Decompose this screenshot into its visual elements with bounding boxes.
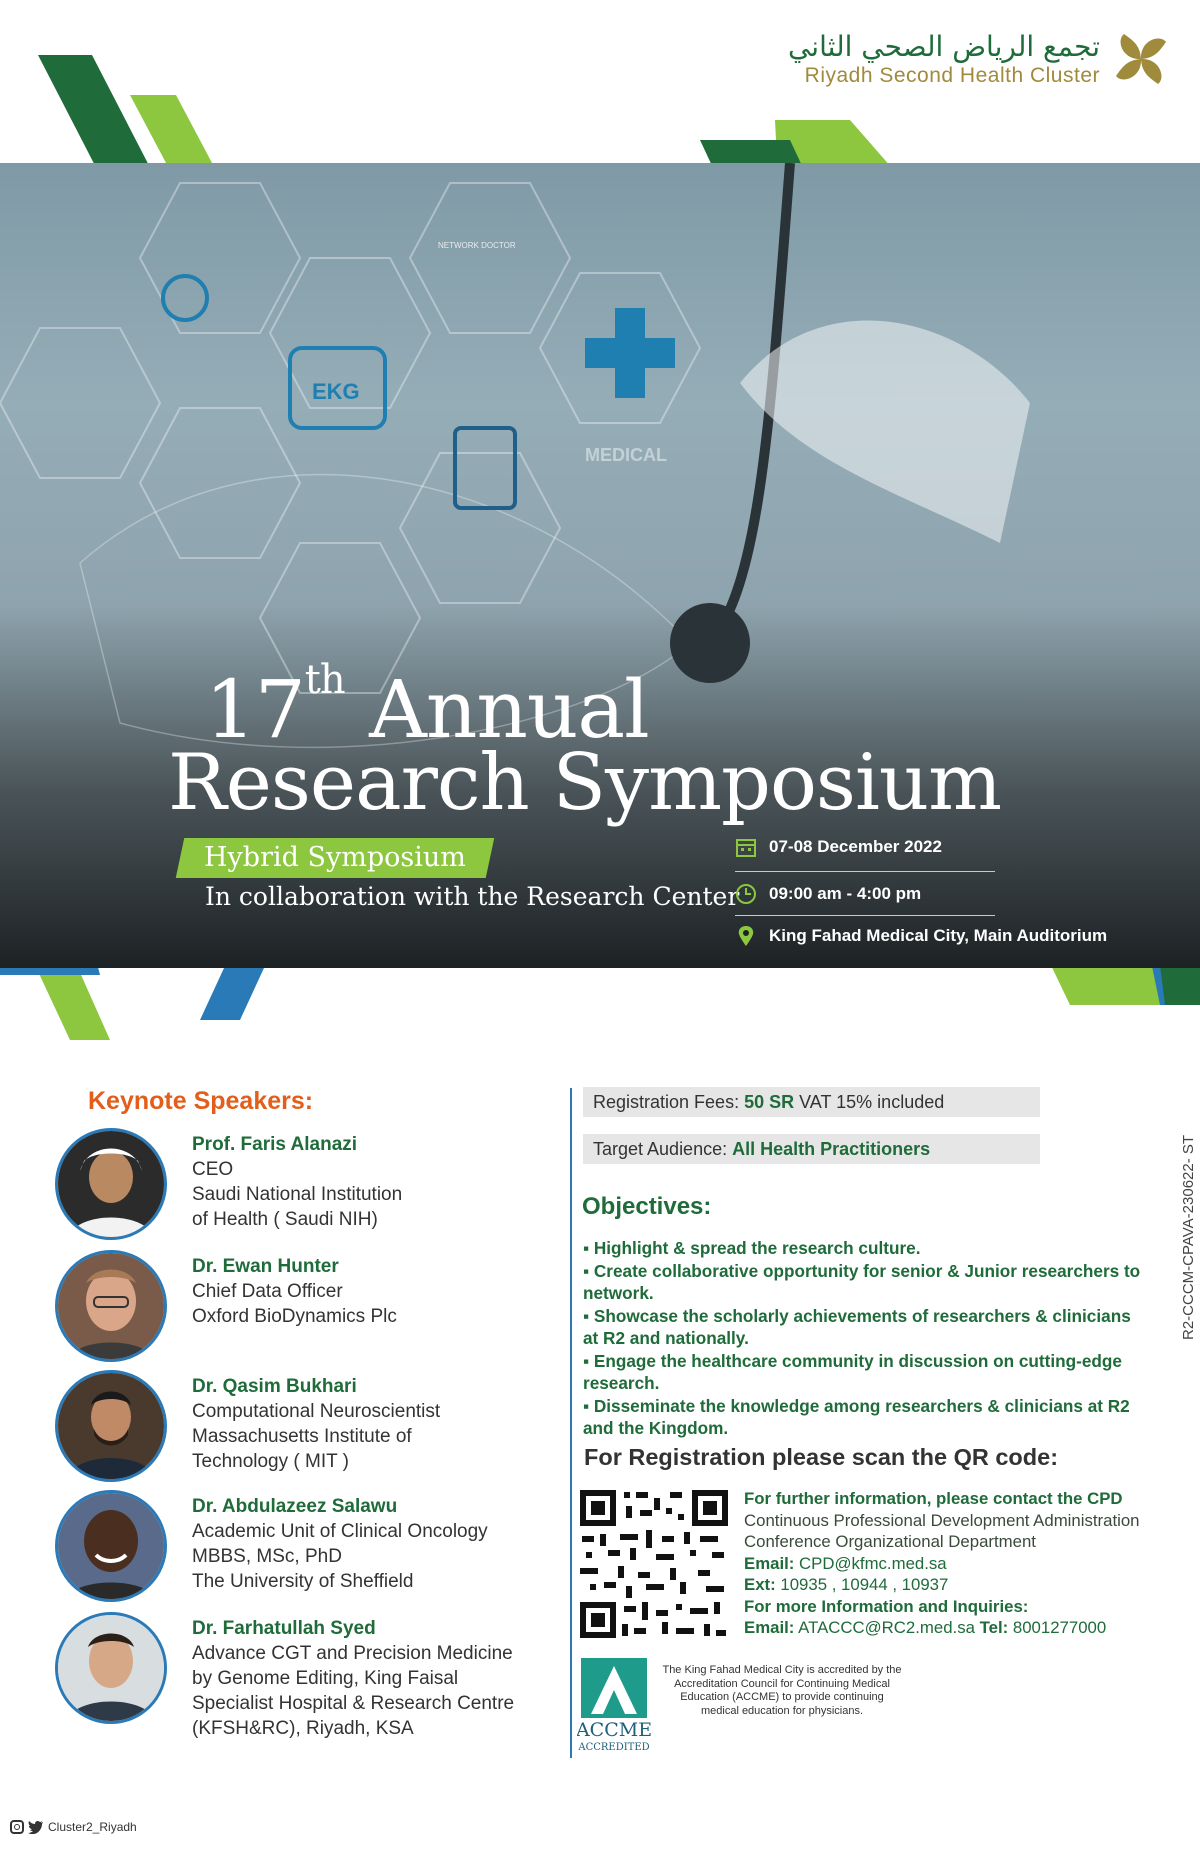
speaker-affiliation: MBBS, MSc, PhD (192, 1546, 342, 1567)
speaker-affiliation: by Genome Editing, King Faisal (192, 1668, 459, 1689)
objective-item: ▪ Disseminate the knowledge among researchers & clinicians at R2 and the Kingdom. (583, 1395, 1130, 1438)
speaker-name: Prof. Faris Alanazi (192, 1134, 358, 1155)
fees-vat: VAT 15% included (799, 1092, 945, 1112)
title-annual: Annual (369, 663, 649, 756)
contact-email-link[interactable]: CPD@kfmc.med.sa (799, 1553, 947, 1573)
date-text: 07-08 December 2022 (769, 837, 942, 856)
info-divider (735, 915, 995, 916)
svg-text:EKG: EKG (312, 379, 360, 404)
speaker-affiliation: Saudi National Institution (192, 1184, 403, 1205)
cluster-logo (788, 30, 1170, 88)
speaker-affiliation: Oxford BioDynamics Plc (192, 1306, 397, 1327)
accme-accredited: ACCREDITED (578, 1742, 650, 1753)
speaker-name: Dr. Qasim Bukhari (192, 1376, 357, 1397)
speaker-title: Chief Data Officer (192, 1281, 343, 1302)
logo-english-name: Riyadh Second Health Cluster (804, 63, 1100, 87)
twitter-icon[interactable] (28, 1820, 44, 1834)
location-text: King Fahad Medical City, Main Auditorium (769, 926, 1108, 945)
event-location (735, 925, 1107, 947)
clock-icon (735, 883, 757, 905)
contact-department: Conference Organizational Department (744, 1532, 1036, 1551)
speaker-affiliation: of Health ( Saudi NIH) (192, 1209, 378, 1230)
column-divider (570, 1088, 572, 1758)
target-audience (583, 1134, 1040, 1164)
event-date (735, 836, 942, 858)
location-pin-icon (735, 925, 757, 947)
speaker-affiliation: Massachusetts Institute of (192, 1426, 412, 1447)
email-label: Email: (744, 1618, 795, 1637)
registration-qr-code[interactable] (580, 1490, 728, 1638)
speaker-title: CEO (192, 1159, 234, 1180)
social-handle[interactable]: Cluster2_Riyadh (48, 1820, 137, 1834)
hybrid-badge (176, 838, 495, 878)
hybrid-label: Hybrid Symposium (204, 842, 466, 873)
speaker-card (55, 1128, 555, 1240)
audience-label: Target Audience: (593, 1139, 728, 1159)
title-number: 17 (205, 663, 305, 756)
avatar (55, 1128, 167, 1240)
collaboration-text: In collaboration with the Research Center (205, 882, 740, 911)
speaker-name: Dr. Ewan Hunter (192, 1256, 339, 1277)
info-divider (735, 871, 995, 872)
logo-flower-icon (1112, 30, 1170, 88)
avatar (55, 1490, 167, 1602)
accme-statement: The King Fahad Medical City is accredited by the Accreditation Council for Continuing Medical Education (ACCME) to provide continuing medical education for physicians. (662, 1664, 902, 1717)
inquiries-heading: For more Information and Inquiries: (744, 1596, 1029, 1616)
speaker-affiliation: Specialist Hospital & Research Centre (192, 1693, 515, 1714)
avatar (55, 1612, 167, 1724)
objectives-list (583, 1237, 1143, 1440)
svg-text:MEDICAL: MEDICAL (585, 445, 667, 465)
speaker-card (55, 1490, 555, 1602)
event-title-line-2: Research Symposium (168, 738, 1002, 828)
event-time (735, 883, 921, 905)
registration-fees (583, 1087, 1040, 1117)
social-footer (10, 1820, 137, 1834)
tel-label: Tel: (979, 1618, 1009, 1637)
speaker-affiliation: Technology ( MIT ) (192, 1451, 349, 1472)
inquiries-email-link[interactable]: ATACCC@RC2.med.sa (798, 1618, 975, 1637)
accme-wordmark: ACCME (577, 1719, 651, 1741)
document-code: R2-CCCM-CPAVA-230622- ST (1180, 1134, 1197, 1340)
logo-arabic-name: تجمع الرياض الصحي الثاني (787, 30, 1100, 64)
svg-text:NETWORK DOCTOR: NETWORK DOCTOR (438, 241, 516, 250)
objective-item: ▪ Showcase the scholarly achievements of researchers & clinicians at R2 and nationally. (583, 1305, 1131, 1348)
fees-label: Registration Fees: (593, 1092, 740, 1112)
speaker-title: Computational Neuroscientist (192, 1401, 441, 1422)
instagram-icon[interactable] (10, 1820, 24, 1834)
contact-administration: Continuous Professional Development Administration (744, 1510, 1140, 1530)
contact-heading: For further information, please contact the CPD (744, 1489, 1123, 1508)
speaker-name: Dr. Farhatullah Syed (192, 1618, 376, 1639)
speaker-title: Advance CGT and Precision Medicine (192, 1643, 513, 1664)
speaker-card (55, 1612, 555, 1739)
objectives-heading: Objectives: (582, 1193, 712, 1220)
contact-extensions: 10935 , 10944 , 10937 (780, 1575, 949, 1594)
audience-value: All Health Practitioners (732, 1139, 931, 1159)
registration-heading: For Registration please scan the QR code: (584, 1444, 1059, 1470)
speaker-name: Dr. Abdulazeez Salawu (192, 1496, 398, 1517)
accme-logo (577, 1658, 651, 1754)
speaker-affiliation: (KFSH&RC), Riyadh, KSA (192, 1718, 414, 1739)
title-ordinal: th (304, 657, 345, 704)
tel-number[interactable]: 8001277000 (1012, 1618, 1107, 1637)
objective-item: ▪ Create collaborative opportunity for senior & Junior researchers to network. (583, 1260, 1141, 1303)
calendar-icon (735, 836, 757, 858)
keynote-speakers-heading: Keynote Speakers: (88, 1087, 314, 1115)
time-text: 09:00 am - 4:00 pm (769, 884, 922, 903)
speaker-card (55, 1250, 555, 1362)
ext-label: Ext: (744, 1575, 776, 1594)
avatar (55, 1370, 167, 1482)
avatar (55, 1250, 167, 1362)
speaker-affiliation: The University of Sheffield (192, 1571, 414, 1592)
contact-info (744, 1488, 1140, 1639)
email-label: Email: (744, 1553, 795, 1573)
speaker-card (55, 1370, 555, 1482)
objective-item: ▪ Engage the healthcare community in discussion on cutting-edge research. (583, 1350, 1122, 1393)
speaker-title: Academic Unit of Clinical Oncology (192, 1521, 488, 1542)
objective-item: ▪ Highlight & spread the research culture. (583, 1238, 921, 1258)
fees-amount: 50 SR (744, 1092, 795, 1112)
